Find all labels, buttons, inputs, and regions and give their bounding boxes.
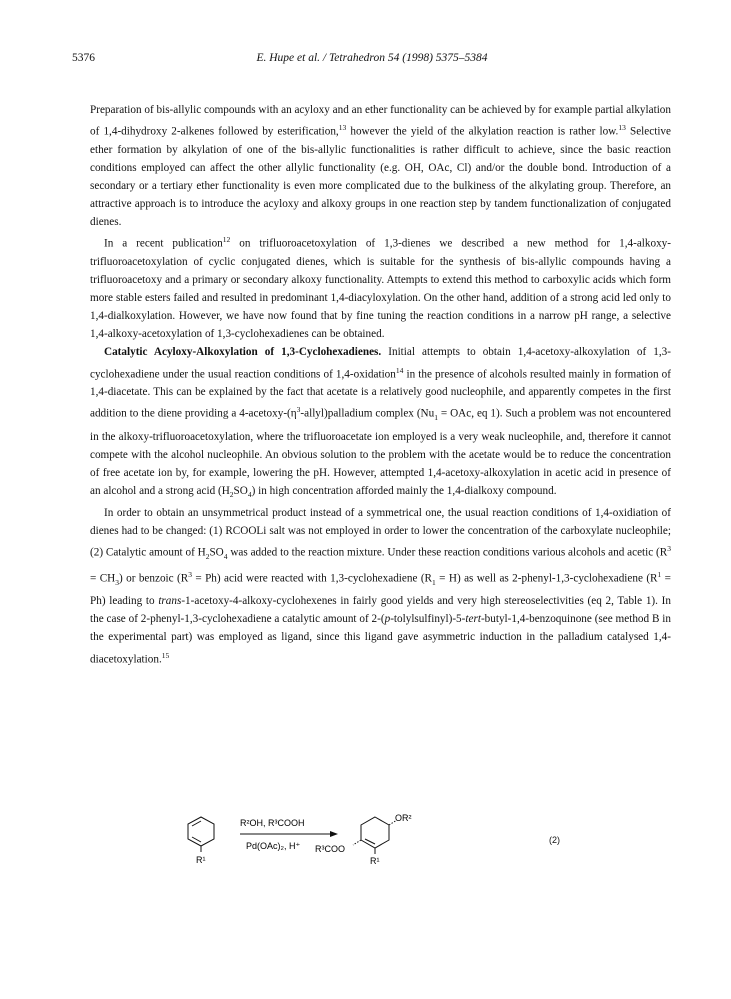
subscript: 3 <box>115 578 119 588</box>
subscript: 1 <box>434 413 438 423</box>
subscript: 1 <box>432 578 436 588</box>
reaction-arrow-head <box>330 831 338 837</box>
reagents-below-arrow: Pd(OAc)₂, H⁺ <box>246 841 301 851</box>
text-run: -1-acetoxy-4-alkoxy-cyclohexenes in fairly good yields and very high stereoselectivities (eq 2, Table 1). In the case of 2-phenyl-1,3-cyclohexadiene a catalytic amount of 2-( <box>90 595 671 626</box>
text-run: = Ph) acid were reacted with 1,3-cyclohexadiene (R <box>191 572 433 585</box>
text-run: In order to obtain an unsymmetrical product instead of a symmetrical one, the usual reaction conditions of 1,4-oxidiation of dienes had to be changed: (1) RCOOLi salt was not employed in order to lower the concentration of the carboxylate nucleophile; (2) Catalytic amount of H <box>90 507 671 559</box>
product-ring <box>361 817 389 848</box>
section-title: Catalytic Acyloxy-Alkoxylation of 1,3-Cyclohexadienes. <box>104 346 382 359</box>
italic-text: trans <box>158 595 182 608</box>
text-run: = Ph) leading to <box>90 572 671 608</box>
subscript: 4 <box>223 552 228 562</box>
text-run: = H) as well as 2-phenyl-1,3-cyclohexadiene (R <box>435 572 658 585</box>
superscript: 1 <box>657 570 662 580</box>
text-run: ) or benzoic (R <box>119 572 189 585</box>
text-run: Preparation of bis-allylic compounds with an acyloxy and an ether functionality can be achieved by for example partial alkylation of 1,4-dihydroxy 2-alkenes followed by esterification, <box>90 104 671 138</box>
superscript: 13 <box>618 123 626 133</box>
text-run: on trifluoroacetoxylation of 1,3-dienes we described a new method for 1,4-alkoxy-trifluoroacetoxylation of cyclic conjugated dienes, which is suitable for the synthesis of bis-allylic compounds having a trifluoroacetoxy and a primary or secondary alkoxy functionality. Attempts to extend this method to carboxylic acids which form more stable esters failed and resulted in predominant 1,4-diacyloxylation. On the other hand, addition of a strong acid led only to 1,4-dialkoxylation. However, we have now found that by fine tuning the reaction conditions in a narrow pH range, a selective 1,4-alkoxy-acetoxylation of 1,3-cyclohexadienes can be obtained. <box>90 238 671 341</box>
paragraph <box>90 343 671 504</box>
subscript: 2 <box>205 552 210 562</box>
text-run: was added to the reaction mixture. Under these reaction conditions various alcohols and acetic (R <box>227 546 668 559</box>
paragraph <box>90 231 671 343</box>
superscript: 14 <box>395 365 404 375</box>
running-head: E. Hupe et al. / Tetrahedron 54 (1998) 5375–5384 <box>256 52 488 64</box>
superscript: 3 <box>667 544 671 554</box>
reactant-double-bond-1 <box>192 821 201 826</box>
text-run: Initial attempts to obtain 1,4-acetoxy-alkoxylation of 1,3-cyclohexadiene under the usual reaction conditions of 1,4-oxidation <box>90 346 671 381</box>
text-run: In a recent publication <box>104 238 223 251</box>
text-run: -tolylsulfinyl)-5- <box>390 613 466 626</box>
reagents-above-arrow: R²OH, R³COOH <box>240 818 305 828</box>
superscript: 12 <box>222 235 231 245</box>
text-run: = CH <box>90 572 116 585</box>
article-body <box>90 101 671 668</box>
equation-number: (2) <box>549 835 560 845</box>
page-number: 5376 <box>72 52 95 64</box>
paragraph <box>90 504 671 668</box>
text-run: SO <box>209 546 224 559</box>
superscript: 3 <box>296 405 301 415</box>
product-alkoxy-label: OR² <box>395 813 412 823</box>
text-run: -allyl)palladium complex (Nu <box>300 408 435 421</box>
subscript: 4 <box>247 489 252 499</box>
subscript: 2 <box>229 489 234 499</box>
text-run: -butyl-1,4-benzoquinone (see method B in the experimental part) was employed as ligand, since this ligand gave asymmetric induction in the palladium catalysed 1,4-diacetoxylation. <box>90 613 671 666</box>
reactant-substituent-label: R¹ <box>196 855 206 865</box>
text-run: in the presence of alcohols resulted mainly in formation of 1,4-diacetate. This can be explained by the fact that acetate is a relatively good nucleophile, and apparently competes in the first addition to the diene providing a 4-acetoxy-(η <box>90 368 671 421</box>
paragraph <box>90 101 671 231</box>
superscript: 15 <box>161 650 170 660</box>
reaction-scheme-drawing <box>170 812 640 887</box>
page-header <box>72 52 672 68</box>
text-run: ) in high concentration afforded mainly the 1,4-dialkoxy compound. <box>251 484 557 497</box>
text-run: = OAc, eq 1). Such a problem was not encountered in the alkoxy-trifluoroacetoxylation, where the trifluoroacetate ion employed is a very weak nucleophile, and, therefore it cannot compete with the alcohol nucleophile. An obvious solution to the problem with the acetate would be to reduce the concentration of free acetate ion by, for example, lowering the pH. However, attempted 1,4-acetoxy-alkoxylation in acetic acid in presence of an alcohol and a strong acid (H <box>90 408 672 497</box>
text-run: Selective ether formation by alkylation of one of the bis-allylic functionalities is rather difficult to achieve, since the basic reaction conditions employed can affect the other allylic functionality (e.g. OH, OAc, Cl) and/or the double bond. Introduction of a secondary or a tertiary ether functionality is even more complicated due to the bulkiness of the alkylating group. Therefore, an attractive approach is to introduce the acyloxy and alkoxy groups in one reaction step by tandem functionalization of conjugated dienes. <box>90 125 671 229</box>
reactant-double-bond-2 <box>192 837 201 842</box>
text-run: however the yield of the alkylation reaction is rather low. <box>346 125 619 138</box>
product-ester-label: R³COO <box>315 844 345 854</box>
reaction-scheme <box>170 812 640 887</box>
product-hashed-bond-ester <box>353 840 361 845</box>
italic-text: tert <box>465 613 481 626</box>
superscript: 3 <box>188 570 192 580</box>
italic-text: p <box>384 613 391 626</box>
superscript: 13 <box>338 123 347 133</box>
product-substituent-label: R¹ <box>370 856 380 866</box>
text-run: SO <box>233 484 248 497</box>
